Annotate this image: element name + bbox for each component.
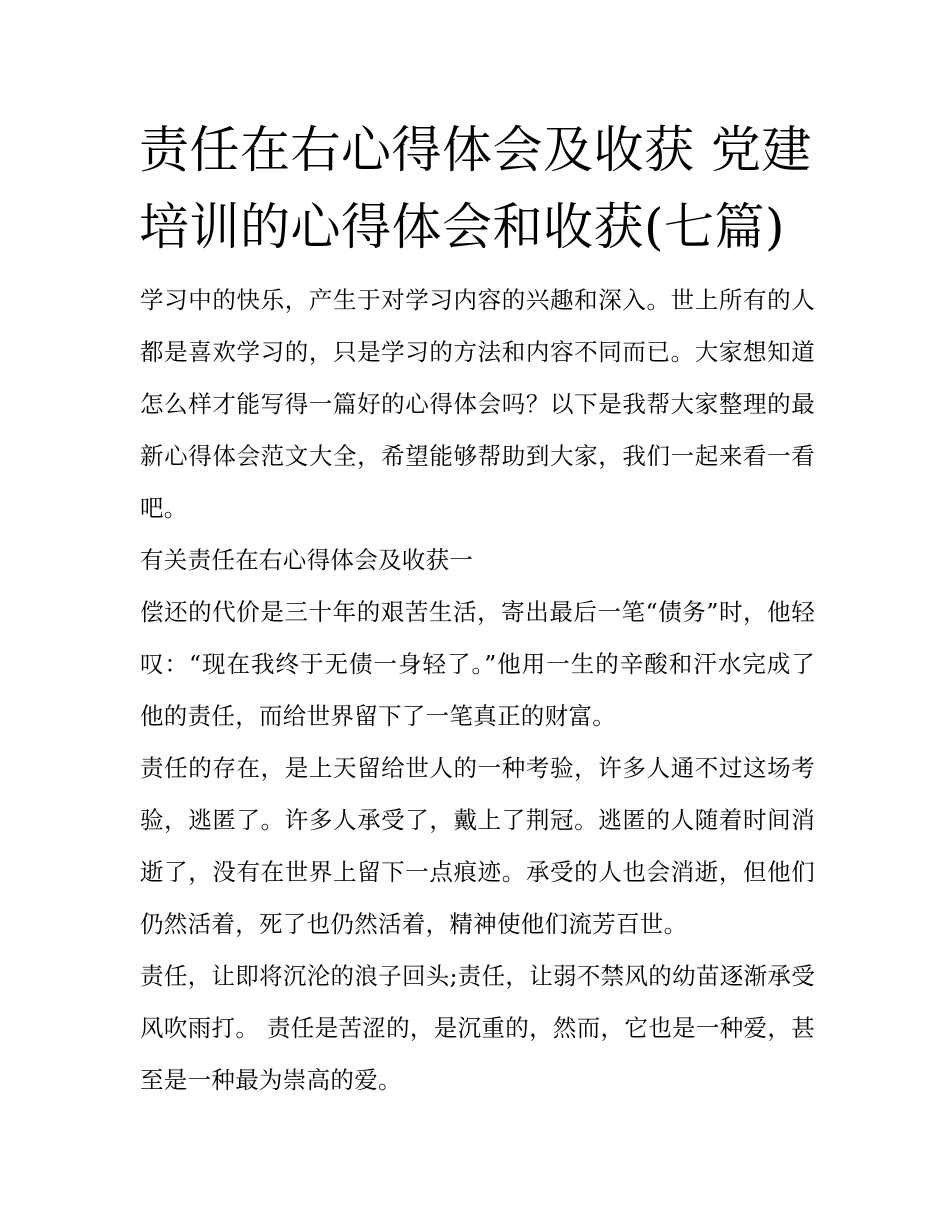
body-paragraph: 偿还的代价是三十年的艰苦生活，寄出最后一笔“债务”时，他轻叹：“现在我终于无债一身轻了。”他用一生的辛酸和汗水完成了他的责任，而给世界留下了一笔真正的财富。 (140, 598, 815, 730)
body-paragraph: 责任的存在，是上天留给世人的一种考验，许多人通不过这场考验，逃匿了。许多人承受了，戴上了荆冠。逃匿的人随着时间消逝了，没有在世界上留下一点痕迹。承受的人也会消逝，但他们仍然活着，死了也仍然活着，精神使他们流芳百世。 (140, 754, 815, 938)
body-paragraph: 责任，让即将沉沦的浪子回头;责任，让弱不禁风的幼苗逐渐承受风吹雨打。 责任是苦涩的，是沉重的，然而，它也是一种爱，甚至是一种最为崇高的爱。 (140, 962, 815, 1094)
intro-paragraph: 学习中的快乐，产生于对学习内容的兴趣和深入。世上所有的人都是喜欢学习的，只是学习的方法和内容不同而已。大家想知道怎么样才能写得一篇好的心得体会吗？以下是我帮大家整理的最新心得体会范文大全，希望能够帮助到大家，我们一起来看一看吧。 (140, 286, 815, 522)
document-body (140, 274, 815, 1106)
section-heading: 有关责任在右心得体会及收获一 (140, 546, 474, 574)
document-title: 责任在右心得体会及收获 党建培训的心得体会和收获(七篇) (139, 121, 812, 256)
